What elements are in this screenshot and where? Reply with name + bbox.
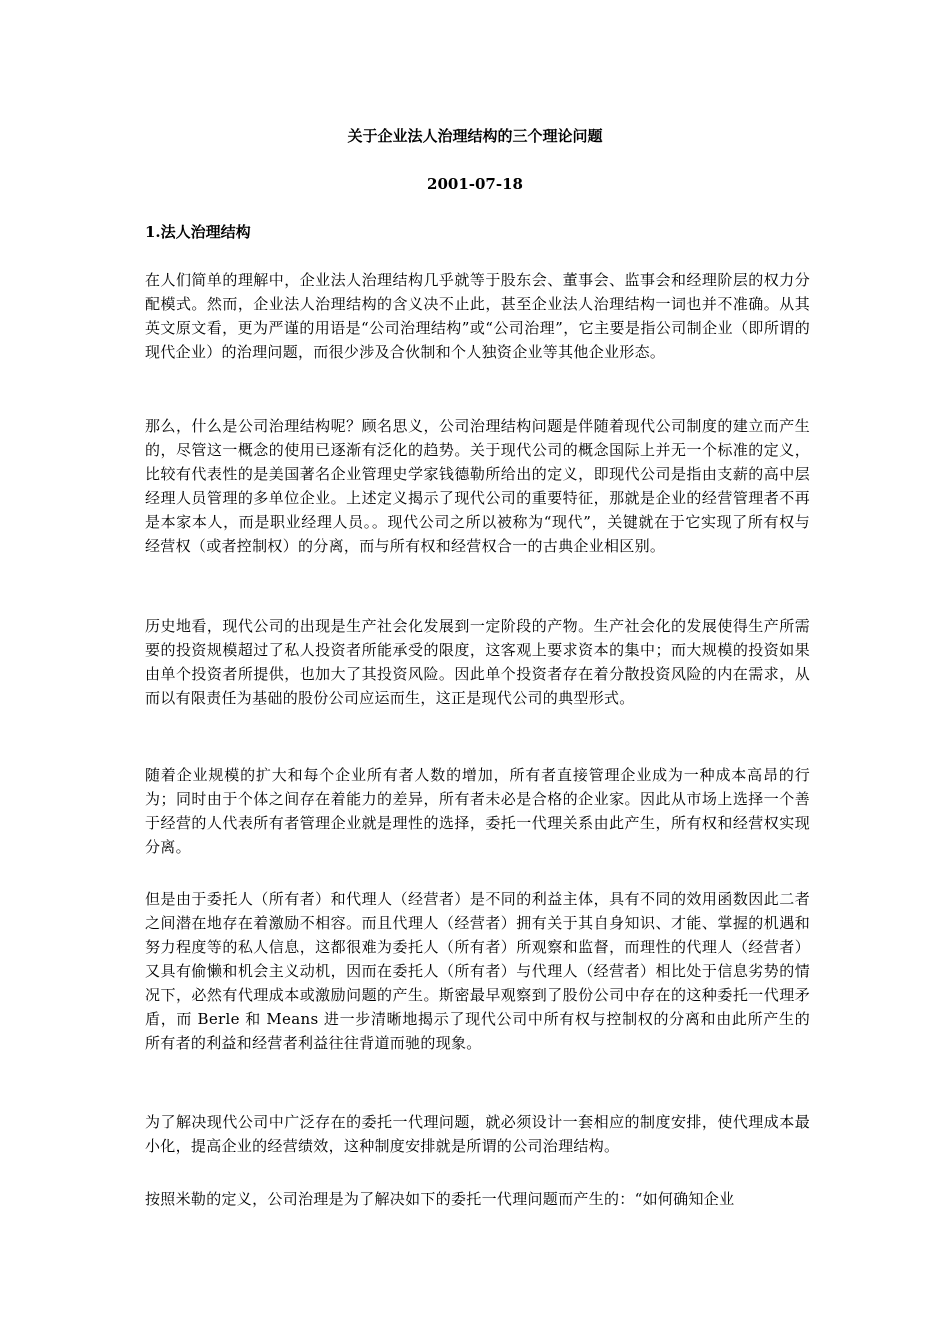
document-date: 2001-07-18 — [427, 175, 523, 193]
paragraph-7: 按照米勒的定义，公司治理是为了解决如下的委托一代理问题而产生的：“如何确知企业 — [145, 1190, 735, 1208]
paragraph-3: 历史地看，现代公司的出现是生产社会化发展到一定阶段的产物。生产社会化的发展使得生产所需要的投资规模超过了私人投资者所能承受的限度，这客观上要求资本的集中；而大规模的投资如果由单个投资者所提供，也加大了其投资风险。因此单个投资者存在着分散投资风险的内在需求，从而以有限责任为基础的股份公司应运而生，这正是现代公司的典型形式。 — [145, 617, 810, 707]
section-heading: 1.法人治理结构 — [145, 223, 251, 241]
paragraph-6: 为了解决现代公司中广泛存在的委托一代理问题，就必须设计一套相应的制度安排，使代理成本最小化，提高企业的经营绩效，这种制度安排就是所谓的公司治理结构。 — [145, 1113, 810, 1155]
paragraph-2: 那么，什么是公司治理结构呢？顾名思义，公司治理结构问题是伴随着现代公司制度的建立而产生的，尽管这一概念的使用已逐渐有泛化的趋势。关于现代公司的概念国际上并无一个标准的定义，比较有代表性的是美国著名企业管理史学家钱德勒所给出的定义，即现代公司是指由支薪的高中层经理人员管理的多单位企业。上述定义揭示了现代公司的重要特征，那就是企业的经营管理者不再是本家本人，而是职业经理人员。。现代公司之所以被称为“现代”，关键就在于它实现了所有权与经营权（或者控制权）的分离，而与所有权和经营权合一的古典企业相区别。 — [145, 417, 810, 555]
paragraph-1: 在人们简单的理解中，企业法人治理结构几乎就等于股东会、董事会、监事会和经理阶层的权力分配模式。然而，企业法人治理结构的含义决不止此，甚至企业法人治理结构一词也并不准确。从其英文原文看，更为严谨的用语是“公司治理结构”或“公司治理”，它主要是指公司制企业（即所谓的现代企业）的治理问题，而很少涉及合伙制和个人独资企业等其他企业形态。 — [145, 271, 810, 361]
paragraph-5: 但是由于委托人（所有者）和代理人（经营者）是不同的利益主体，具有不同的效用函数因此二者之间潜在地存在着激励不相容。而且代理人（经营者）拥有关于其自身知识、才能、掌握的机遇和努力程度等的私人信息，这都很难为委托人（所有者）所观察和监督，而理性的代理人（经营者）又具有偷懒和机会主义动机，因而在委托人（所有者）与代理人（经营者）相比处于信息劣势的情况下，必然有代理成本或激励问题的产生。斯密最早观察到了股份公司中存在的这种委托一代理矛盾，而 Berle 和 Means 进一步清晰地揭示了现代公司中所有权与控制权的分离和由此所产生的所有者的利益和经营者利益往往背道而驰的现象。 — [145, 890, 810, 1052]
paragraph-4: 随着企业规模的扩大和每个企业所有者人数的增加，所有者直接管理企业成为一种成本高昂的行为；同时由于个体之间存在着能力的差异，所有者未必是合格的企业家。因此从市场上选择一个善于经营的人代表所有者管理企业就是理性的选择，委托一代理关系由此产生，所有权和经营权实现分离。 — [145, 766, 810, 856]
document-title: 关于企业法人治理结构的三个理论问题 — [347, 127, 603, 145]
